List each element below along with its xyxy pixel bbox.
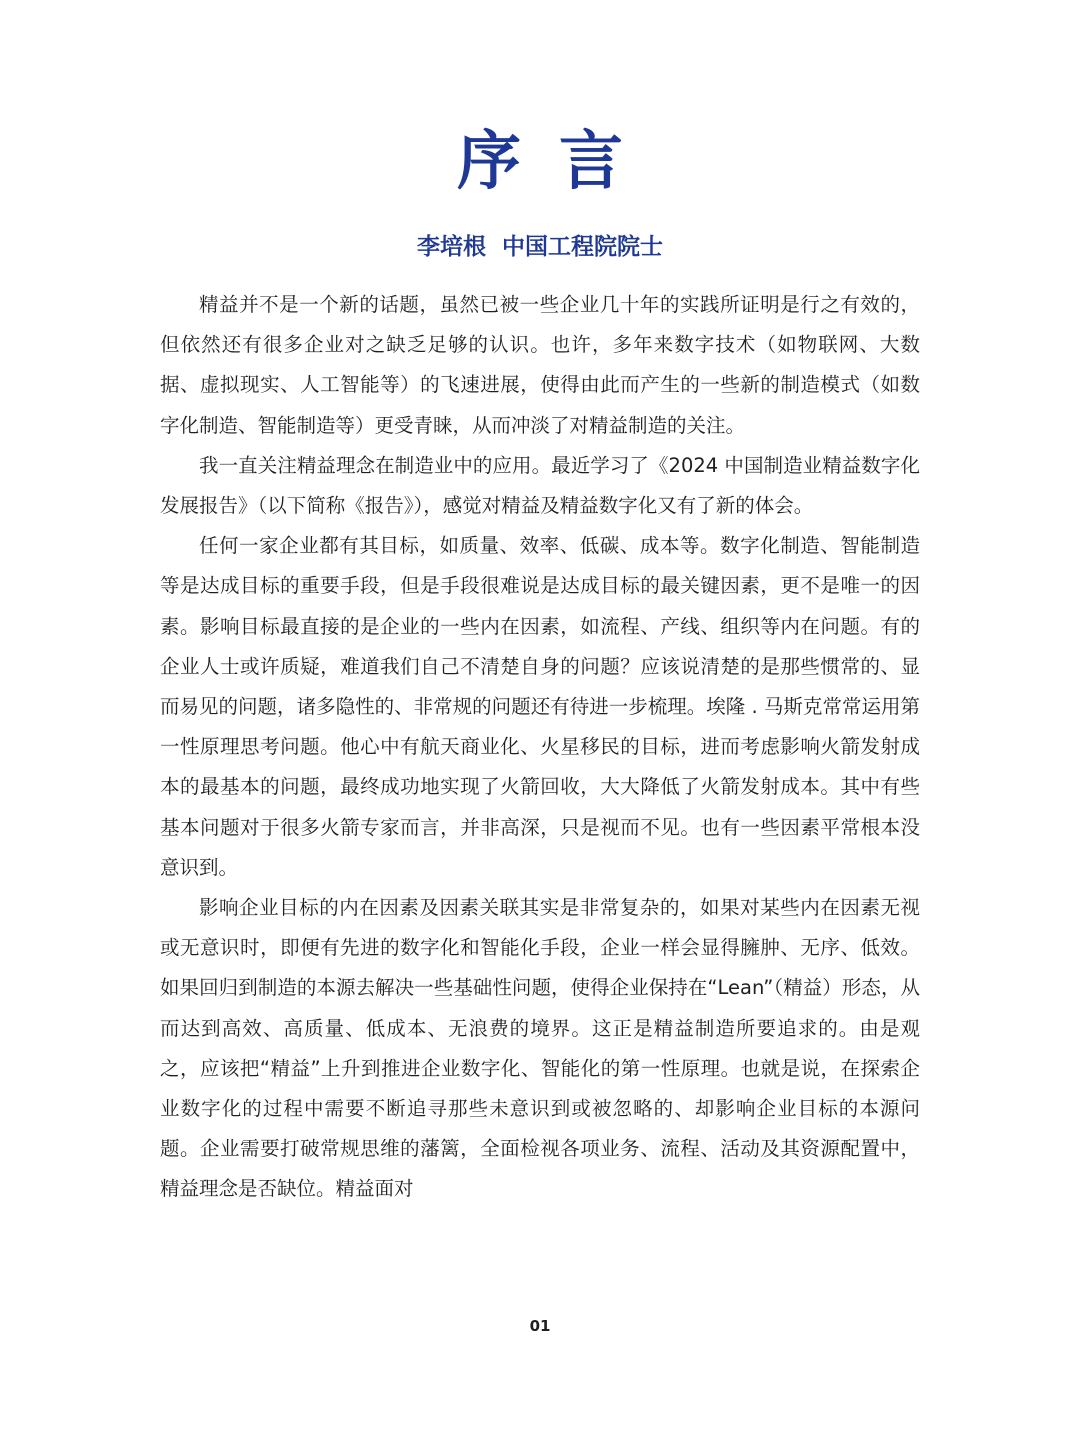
page-number: 01	[529, 1317, 551, 1335]
page-title: 序言	[457, 125, 661, 199]
body-text	[160, 285, 920, 1210]
paragraph-3: 任何一家企业都有其目标，如质量、效率、低碳、成本等。数字化制造、智能制造等是达成目标的重要手段，但是手段很难说是达成目标的最关键因素，更不是唯一的因素。影响目标最直接的是企业的一些内在因素，如流程、产线、组织等内在问题。有的企业人士或许质疑，难道我们自己不清楚自身的问题？应该说清楚的是那些惯常的、显而易见的问题，诸多隐性的、非常规的问题还有待进一步梳理。埃隆 . 马斯克常常运用第一性原理思考问题。他心中有航天商业化、火星移民的目标，进而考虑影响火箭发射成本的最基本的问题，最终成功地实现了火箭回收，大大降低了火箭发射成本。其中有些基本问题对于很多火箭专家而言，并非高深，只是视而不见。也有一些因素平常根本没意识到。	[160, 534, 920, 879]
author-line: 李培根 中国工程院院士	[416, 234, 663, 260]
paragraph-1: 精益并不是一个新的话题，虽然已被一些企业几十年的实践所证明是行之有效的，但依然还有很多企业对之缺乏足够的认识。也许，多年来数字技术（如物联网、大数据、虚拟现实、人工智能等）的飞速进展，使得由此而产生的一些新的制造模式（如数字化制造、智能制造等）更受青睐，从而冲淡了对精益制造的关注。	[160, 293, 920, 437]
paragraph-2: 我一直关注精益理念在制造业中的应用。最近学习了《2024 中国制造业精益数字化发展报告》（以下简称《报告》），感觉对精益及精益数字化又有了新的体会。	[160, 453, 920, 518]
paragraph-4: 影响企业目标的内在因素及因素关联其实是非常复杂的，如果对某些内在因素无视或无意识时，即便有先进的数字化和智能化手段，企业一样会显得臃肿、无序、低效。如果回归到制造的本源去解决一些基础性问题，使得企业保持在“Lean”（精益）形态，从而达到高效、高质量、低成本、无浪费的境界。这正是精益制造所要追求的。由是观之，应该把“精益”上升到推进企业数字化、智能化的第一性原理。也就是说，在探索企业数字化的过程中需要不断追寻那些未意识到或被忽略的、却影响企业目标的本源问题。企业需要打破常规思维的藩篱，全面检视各项业务、流程、活动及其资源配置中，精益理念是否缺位。精益面对	[160, 896, 920, 1201]
